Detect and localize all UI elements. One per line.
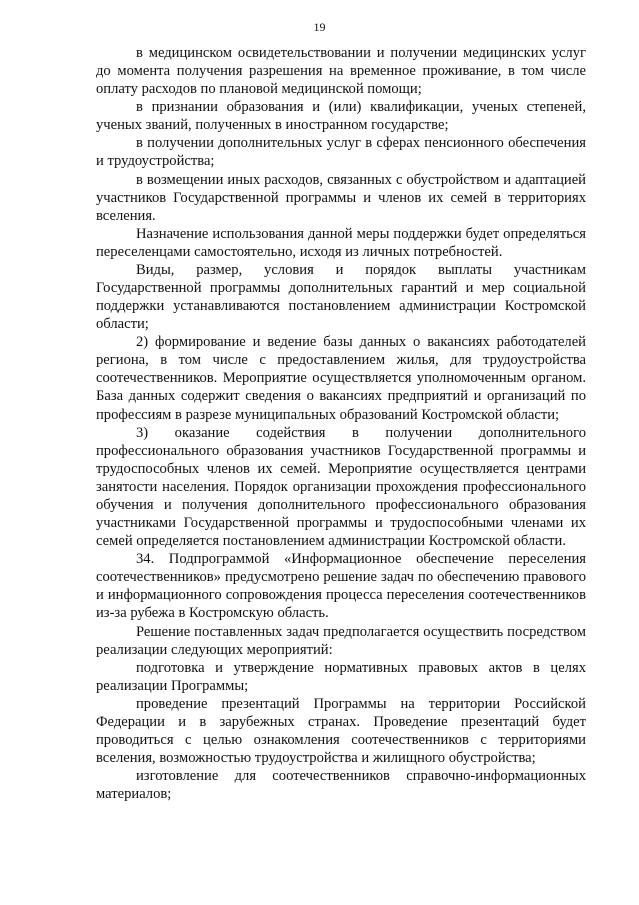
paragraph: 3) оказание содействия в получении дополнительного профессионального образования участников Государственной программы и трудоспособных членов их семей. Мероприятие осуществляется центрами занятости населения. Порядок организации прохождения профессионального обучения и получения дополнительного профессионального образования участниками Государственной программы и трудоспособными членами их семей определяется постановлением администрации Костромской области. bbox=[96, 424, 586, 550]
body-text bbox=[96, 44, 586, 803]
paragraph: 2) формирование и ведение базы данных о вакансиях работодателей региона, в том числе с предоставлением жилья, для трудоустройства соотечественников. Мероприятие осуществляется уполномоченным органом. База данных содержит сведения о вакансиях предприятий и организаций по профессиям в разрезе муниципальных образований Костромской области; bbox=[96, 334, 586, 423]
page-number: 19 bbox=[313, 20, 326, 34]
paragraph: в признании образования и (или) квалификации, ученых степеней, ученых званий, полученных в иностранном государстве; bbox=[96, 99, 586, 134]
paragraph: подготовка и утверждение нормативных правовых актов в целях реализации Программы; bbox=[96, 659, 586, 694]
paragraph: в получении дополнительных услуг в сферах пенсионного обеспечения и трудоустройства; bbox=[96, 135, 586, 170]
paragraph: Виды, размер, условия и порядок выплаты участникам Государственной программы дополнительных гарантий и мер социальной поддержки устанавливаются постановлением администрации Костромской области; bbox=[96, 261, 586, 333]
paragraph: 34. Подпрограммой «Информационное обеспечение переселения соотечественников» предусмотрено решение задач по обеспечению правового и информационного сопровождения процесса переселения соотечественников из-за рубежа в Костромскую область. bbox=[96, 551, 586, 622]
paragraph: в возмещении иных расходов, связанных с обустройством и адаптацией участников Государственной программы и членов их семей в территориях вселения. bbox=[96, 171, 586, 224]
paragraph: проведение презентаций Программы на территории Российской Федерации и в зарубежных странах. Проведение презентаций будет проводиться с целью ознакомления соотечественников с территориями вселения, возможностью трудоустройства и жилищного обустройства; bbox=[96, 695, 586, 767]
paragraph: Назначение использования данной меры поддержки будет определяться переселенцами самостоятельно, исходя из личных потребностей. bbox=[96, 225, 586, 260]
paragraph: изготовление для соотечественников справочно-информационных материалов; bbox=[96, 768, 586, 803]
paragraph: в медицинском освидетельствовании и получении медицинских услуг до момента получения разрешения на временное проживание, в том числе оплату расходов по плановой медицинской помощи; bbox=[96, 45, 586, 98]
paragraph: Решение поставленных задач предполагается осуществить посредством реализации следующих мероприятий: bbox=[96, 623, 586, 658]
